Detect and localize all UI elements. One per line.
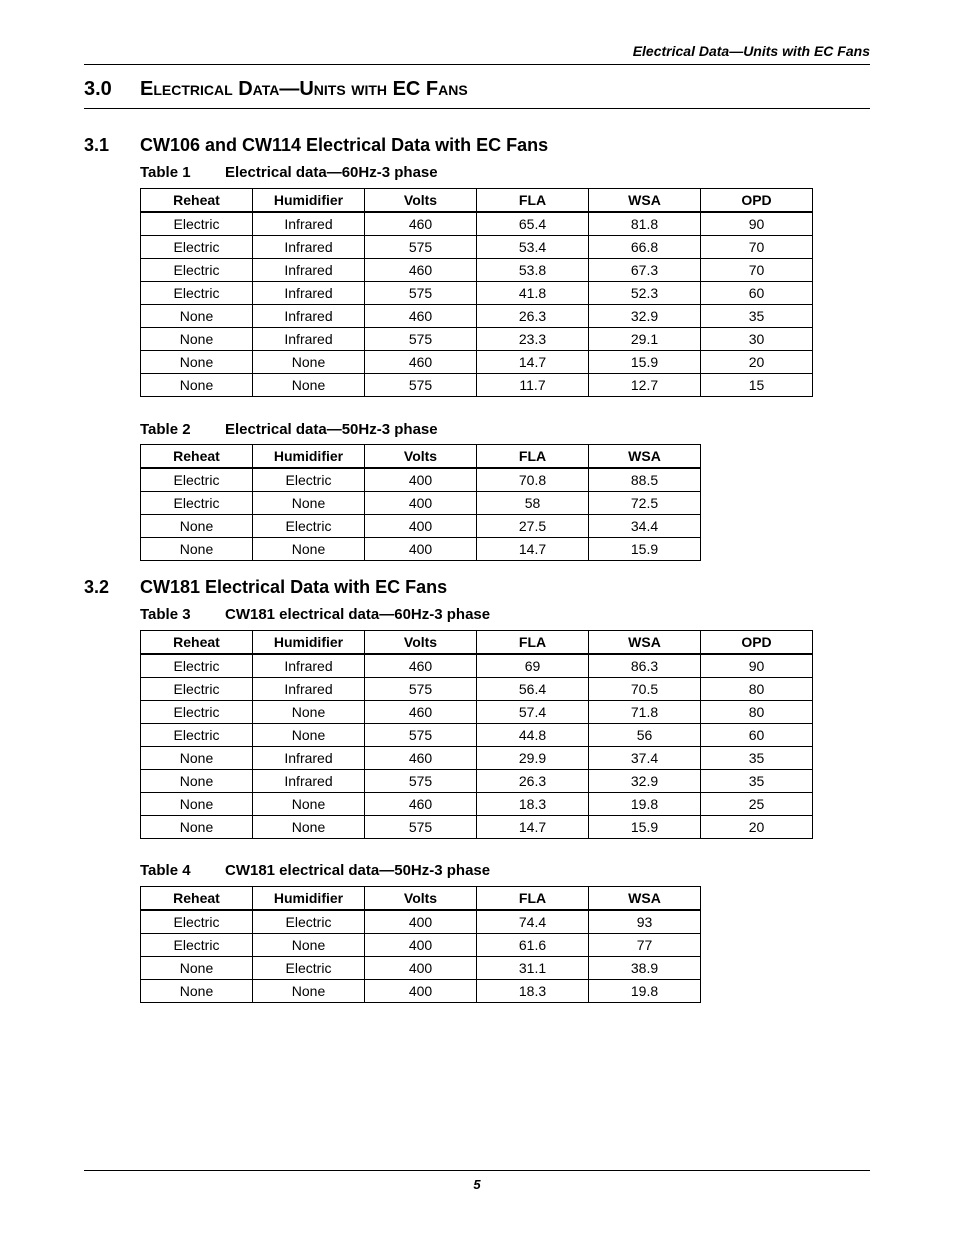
table-cell-wsa: 29.1 <box>589 328 701 351</box>
table-cell-fla: 26.3 <box>477 305 589 328</box>
table-cell-reheat: None <box>141 980 253 1003</box>
table-cell-volts: 460 <box>365 793 477 816</box>
running-header: Electrical Data—Units with EC Fans <box>632 43 870 59</box>
table-cell-humidifier: Infrared <box>253 236 365 259</box>
table-row <box>141 515 701 538</box>
table-cell-reheat: None <box>141 515 253 538</box>
table-label: Table 3 <box>140 606 191 623</box>
table-cell-volts: 575 <box>365 282 477 305</box>
table-cell-fla: 11.7 <box>477 374 589 397</box>
table-header-row <box>141 445 701 469</box>
table-row <box>141 305 813 328</box>
table-cell-humidifier: Electric <box>253 468 365 492</box>
column-header-fla: FLA <box>477 631 589 655</box>
table-cell-fla: 26.3 <box>477 770 589 793</box>
subsection-number: 3.1 <box>84 135 110 155</box>
table-caption-3 <box>140 606 490 623</box>
table-cell-volts: 460 <box>365 747 477 770</box>
column-header-opd: OPD <box>701 631 813 655</box>
table-row <box>141 910 701 934</box>
table-header-row <box>141 631 813 655</box>
table-cell-wsa: 70.5 <box>589 678 701 701</box>
table-cell-humidifier: None <box>253 351 365 374</box>
table-cell-opd: 70 <box>701 236 813 259</box>
table-cell-reheat: None <box>141 305 253 328</box>
table-cell-wsa: 37.4 <box>589 747 701 770</box>
table-header-row <box>141 887 701 911</box>
table-cell-reheat: Electric <box>141 236 253 259</box>
column-header-volts: Volts <box>365 631 477 655</box>
table-cell-wsa: 86.3 <box>589 654 701 678</box>
column-header-humidifier: Humidifier <box>253 631 365 655</box>
table-cell-opd: 60 <box>701 282 813 305</box>
column-header-fla: FLA <box>477 887 589 911</box>
table-cell-fla: 65.4 <box>477 212 589 236</box>
table-cell-fla: 74.4 <box>477 910 589 934</box>
table-row <box>141 678 813 701</box>
table-cell-fla: 56.4 <box>477 678 589 701</box>
table-cell-fla: 29.9 <box>477 747 589 770</box>
table-cell-reheat: Electric <box>141 654 253 678</box>
table-cell-fla: 57.4 <box>477 701 589 724</box>
table-row <box>141 934 701 957</box>
section-rule <box>84 108 870 109</box>
table-cell-reheat: Electric <box>141 282 253 305</box>
table-cell-fla: 14.7 <box>477 351 589 374</box>
table-cell-opd: 15 <box>701 374 813 397</box>
table-cell-humidifier: Electric <box>253 910 365 934</box>
table-cell-reheat: Electric <box>141 701 253 724</box>
table-cell-humidifier: Infrared <box>253 212 365 236</box>
column-header-reheat: Reheat <box>141 189 253 213</box>
table-cell-reheat: None <box>141 328 253 351</box>
table-cell-volts: 460 <box>365 654 477 678</box>
table-cell-humidifier: None <box>253 492 365 515</box>
table-cell-volts: 575 <box>365 374 477 397</box>
table-cell-humidifier: None <box>253 816 365 839</box>
table-cell-wsa: 34.4 <box>589 515 701 538</box>
table-label: Table 2 <box>140 421 191 438</box>
table-cell-volts: 400 <box>365 468 477 492</box>
table-cell-opd: 90 <box>701 212 813 236</box>
table-cell-fla: 61.6 <box>477 934 589 957</box>
table-cell-wsa: 72.5 <box>589 492 701 515</box>
table-row <box>141 816 813 839</box>
table-row <box>141 654 813 678</box>
table-cell-fla: 70.8 <box>477 468 589 492</box>
table-row <box>141 212 813 236</box>
subsection-heading-3-1 <box>84 135 548 156</box>
table-cell-wsa: 67.3 <box>589 259 701 282</box>
column-header-humidifier: Humidifier <box>253 189 365 213</box>
table-row <box>141 282 813 305</box>
table-cell-humidifier: Infrared <box>253 259 365 282</box>
table-row <box>141 492 701 515</box>
table-cell-opd: 60 <box>701 724 813 747</box>
table-cell-reheat: None <box>141 816 253 839</box>
table-cell-humidifier: Infrared <box>253 747 365 770</box>
table-cell-volts: 400 <box>365 910 477 934</box>
section-heading <box>84 78 468 101</box>
table-cell-wsa: 12.7 <box>589 374 701 397</box>
subsection-number: 3.2 <box>84 577 110 597</box>
table-cell-opd: 80 <box>701 678 813 701</box>
table-cell-volts: 400 <box>365 515 477 538</box>
table-cell-reheat: Electric <box>141 259 253 282</box>
table-cell-opd: 70 <box>701 259 813 282</box>
table-cell-wsa: 15.9 <box>589 351 701 374</box>
table-cell-humidifier: Infrared <box>253 282 365 305</box>
table-cell-volts: 460 <box>365 212 477 236</box>
table-row <box>141 328 813 351</box>
table-cell-reheat: None <box>141 957 253 980</box>
table-cell-reheat: Electric <box>141 492 253 515</box>
table-cell-fla: 53.4 <box>477 236 589 259</box>
table-cell-fla: 31.1 <box>477 957 589 980</box>
table-cell-reheat: None <box>141 351 253 374</box>
table-row <box>141 957 701 980</box>
table-cell-fla: 14.7 <box>477 538 589 561</box>
table-cell-fla: 44.8 <box>477 724 589 747</box>
column-header-humidifier: Humidifier <box>253 445 365 469</box>
table-cell-wsa: 56 <box>589 724 701 747</box>
table-cell-fla: 18.3 <box>477 980 589 1003</box>
table-cell-reheat: None <box>141 770 253 793</box>
table-cell-humidifier: Infrared <box>253 654 365 678</box>
table-cell-opd: 25 <box>701 793 813 816</box>
table-cell-humidifier: Infrared <box>253 678 365 701</box>
table-cell-volts: 575 <box>365 328 477 351</box>
table-cell-reheat: None <box>141 793 253 816</box>
table-cell-wsa: 88.5 <box>589 468 701 492</box>
table-cell-reheat: None <box>141 747 253 770</box>
table-cell-volts: 460 <box>365 351 477 374</box>
table-cell-wsa: 93 <box>589 910 701 934</box>
table-cell-wsa: 77 <box>589 934 701 957</box>
table-cell-humidifier: None <box>253 980 365 1003</box>
footer-rule <box>84 1170 870 1171</box>
table-cell-reheat: Electric <box>141 934 253 957</box>
table-cell-wsa: 32.9 <box>589 770 701 793</box>
table-cell-humidifier: Infrared <box>253 770 365 793</box>
table-row <box>141 236 813 259</box>
table-row <box>141 701 813 724</box>
table-cell-reheat: Electric <box>141 212 253 236</box>
table-cell-volts: 575 <box>365 770 477 793</box>
table-caption-text: CW181 electrical data—50Hz-3 phase <box>225 862 491 879</box>
column-header-reheat: Reheat <box>141 887 253 911</box>
table-cell-fla: 41.8 <box>477 282 589 305</box>
table-caption-text: Electrical data—60Hz-3 phase <box>225 164 438 181</box>
table-cell-humidifier: None <box>253 934 365 957</box>
table-label: Table 1 <box>140 164 191 181</box>
column-header-fla: FLA <box>477 445 589 469</box>
table-cell-volts: 460 <box>365 259 477 282</box>
table-cell-volts: 575 <box>365 724 477 747</box>
table-cell-wsa: 15.9 <box>589 538 701 561</box>
table-caption-text: CW181 electrical data—60Hz-3 phase <box>225 606 491 623</box>
subsection-title: CW106 and CW114 Electrical Data with EC Fans <box>140 135 549 155</box>
table-row <box>141 724 813 747</box>
table-cell-wsa: 32.9 <box>589 305 701 328</box>
column-header-humidifier: Humidifier <box>253 887 365 911</box>
table-cell-reheat: None <box>141 374 253 397</box>
table-header-row <box>141 189 813 213</box>
table-cell-opd: 20 <box>701 816 813 839</box>
table-cell-wsa: 52.3 <box>589 282 701 305</box>
column-header-wsa: WSA <box>589 631 701 655</box>
table-cell-fla: 58 <box>477 492 589 515</box>
table-cell-opd: 35 <box>701 770 813 793</box>
column-header-volts: Volts <box>365 887 477 911</box>
table-cell-volts: 575 <box>365 236 477 259</box>
table-cell-wsa: 19.8 <box>589 793 701 816</box>
table-cell-volts: 400 <box>365 492 477 515</box>
table-cell-humidifier: None <box>253 701 365 724</box>
table-row <box>141 538 701 561</box>
table-cell-reheat: Electric <box>141 910 253 934</box>
subsection-title: CW181 Electrical Data with EC Fans <box>140 577 448 597</box>
table-cell-fla: 23.3 <box>477 328 589 351</box>
table-cell-fla: 18.3 <box>477 793 589 816</box>
column-header-opd: OPD <box>701 189 813 213</box>
table-cell-fla: 27.5 <box>477 515 589 538</box>
table-cell-opd: 90 <box>701 654 813 678</box>
table-cell-humidifier: Infrared <box>253 305 365 328</box>
column-header-volts: Volts <box>365 445 477 469</box>
table-cell-volts: 460 <box>365 701 477 724</box>
column-header-volts: Volts <box>365 189 477 213</box>
column-header-wsa: WSA <box>589 887 701 911</box>
table-row <box>141 793 813 816</box>
table-caption-1 <box>140 164 438 181</box>
table-cell-volts: 460 <box>365 305 477 328</box>
table-cell-fla: 69 <box>477 654 589 678</box>
table-cell-wsa: 19.8 <box>589 980 701 1003</box>
table-row <box>141 468 701 492</box>
table-cell-wsa: 71.8 <box>589 701 701 724</box>
table-row <box>141 770 813 793</box>
table-cell-humidifier: Electric <box>253 957 365 980</box>
table-row <box>141 980 701 1003</box>
table-caption-2 <box>140 421 438 438</box>
table-2 <box>140 444 701 561</box>
table-1 <box>140 188 813 397</box>
table-3 <box>140 630 813 839</box>
table-row <box>141 747 813 770</box>
table-cell-volts: 400 <box>365 957 477 980</box>
table-cell-reheat: Electric <box>141 678 253 701</box>
table-cell-fla: 14.7 <box>477 816 589 839</box>
table-cell-wsa: 15.9 <box>589 816 701 839</box>
table-cell-opd: 80 <box>701 701 813 724</box>
table-cell-humidifier: None <box>253 724 365 747</box>
table-label: Table 4 <box>140 862 191 879</box>
table-caption-4 <box>140 862 490 879</box>
table-cell-opd: 35 <box>701 747 813 770</box>
subsection-heading-3-2 <box>84 577 447 598</box>
table-cell-volts: 400 <box>365 980 477 1003</box>
header-rule <box>84 64 870 65</box>
table-cell-volts: 575 <box>365 678 477 701</box>
table-cell-volts: 400 <box>365 538 477 561</box>
table-caption-text: Electrical data—50Hz-3 phase <box>225 421 438 438</box>
section-title: Electrical Data—Units with EC Fans <box>140 78 468 100</box>
table-cell-humidifier: Electric <box>253 515 365 538</box>
table-cell-reheat: None <box>141 538 253 561</box>
table-cell-opd: 35 <box>701 305 813 328</box>
table-cell-humidifier: None <box>253 374 365 397</box>
table-cell-opd: 20 <box>701 351 813 374</box>
table-cell-wsa: 38.9 <box>589 957 701 980</box>
column-header-reheat: Reheat <box>141 445 253 469</box>
column-header-wsa: WSA <box>589 445 701 469</box>
table-cell-humidifier: Infrared <box>253 328 365 351</box>
table-cell-humidifier: None <box>253 538 365 561</box>
table-cell-opd: 30 <box>701 328 813 351</box>
page-number: 5 <box>473 1177 481 1192</box>
table-4 <box>140 886 701 1003</box>
table-cell-reheat: Electric <box>141 468 253 492</box>
table-cell-wsa: 81.8 <box>589 212 701 236</box>
table-cell-wsa: 66.8 <box>589 236 701 259</box>
table-cell-reheat: Electric <box>141 724 253 747</box>
column-header-wsa: WSA <box>589 189 701 213</box>
section-number: 3.0 <box>84 78 112 100</box>
table-cell-volts: 400 <box>365 934 477 957</box>
table-row <box>141 374 813 397</box>
table-cell-fla: 53.8 <box>477 259 589 282</box>
table-row <box>141 259 813 282</box>
table-cell-humidifier: None <box>253 793 365 816</box>
table-cell-volts: 575 <box>365 816 477 839</box>
table-row <box>141 351 813 374</box>
column-header-reheat: Reheat <box>141 631 253 655</box>
column-header-fla: FLA <box>477 189 589 213</box>
